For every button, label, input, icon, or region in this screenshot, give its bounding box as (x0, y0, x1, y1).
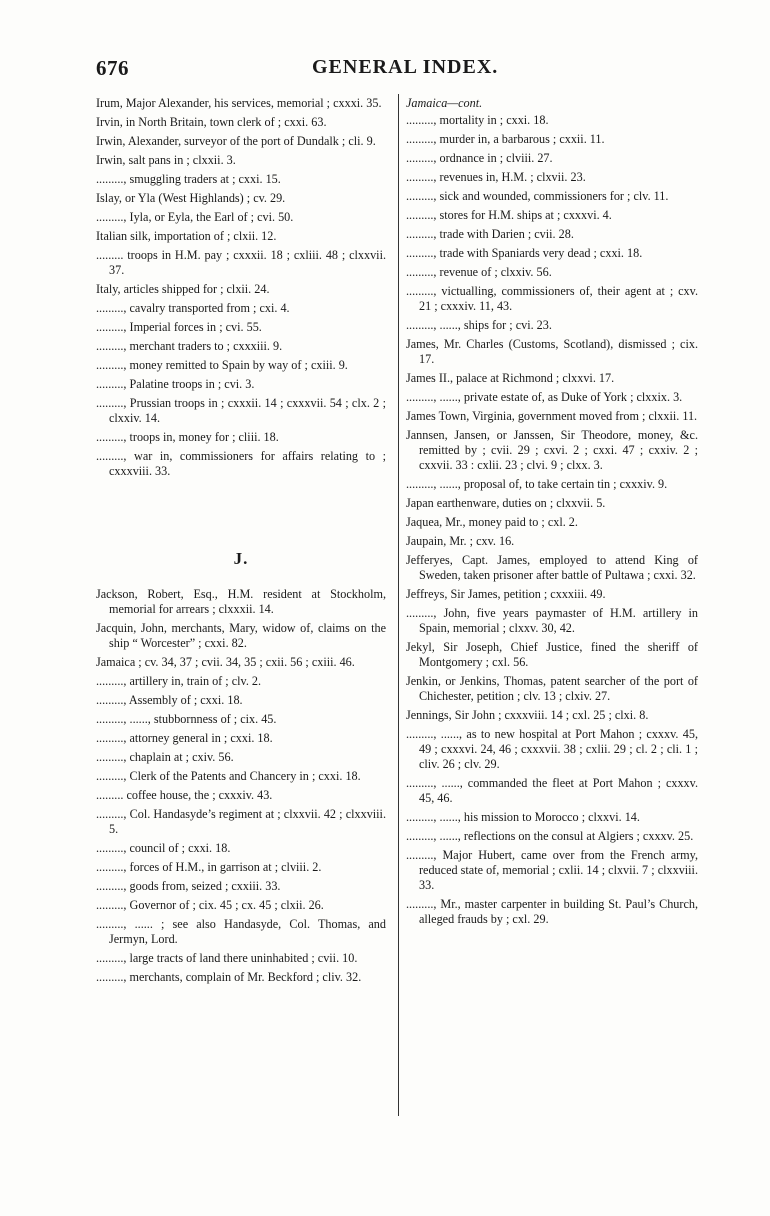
index-entry: ........., troops in, money for ; cliii. 18. (96, 430, 279, 444)
index-entry: ........., money remitted to Spain by way of ; cxiii. 9. (96, 358, 348, 372)
index-entry: James II., palace at Richmond ; clxxvi. 17. (406, 371, 615, 385)
continuation-heading (406, 96, 698, 111)
index-entry: ........., Col. Handasyde’s regiment at ; clxxvii. 42 ; clxxviii. 5. (96, 807, 386, 836)
index-entry: ........., cavalry transported from ; cxi. 4. (96, 301, 290, 315)
index-entry: Jenkin, or Jenkins, Thomas, patent searcher of the port of Chichester, petition ; clv. 13 ; clxiv. 27. (406, 674, 698, 703)
index-entry: James Town, Virginia, government moved from ; clxxii. 11. (406, 409, 698, 423)
index-entry: Jannsen, Jansen, or Janssen, Sir Theodore, money, &c. remitted by ; cvii. 29 ; cxvi. 2 ; cxxi. 47 ; cxxiv. 2 ; cxxvii. 33 : cxlii. 23 ; clvi. 9 ; clxx. 3. (406, 428, 698, 472)
index-entry: ........., revenues in, H.M. ; clxvii. 23. (406, 170, 586, 184)
index-entry: ........., revenue of ; clxxiv. 56. (406, 265, 552, 279)
left-column (96, 96, 386, 989)
index-entry: Italian silk, importation of ; clxii. 12. (96, 229, 277, 243)
index-entry: ........., Mr., master carpenter in building St. Paul’s Church, alleged frauds by ; cxl. 29. (406, 897, 698, 926)
index-entry: ........., trade with Darien ; cvii. 28. (406, 227, 574, 241)
page-number: 676 (96, 56, 129, 80)
index-entry: ........., ......, as to new hospital at Port Mahon ; cxxxv. 45, 49 ; cxxxvi. 24, 46 ; cxxxvii. 38 ; cxlii. 29 ; cl. 2 ; cli. 1 ; cliv. 26 ; clv. 29. (406, 727, 698, 771)
index-entry: ........., ordnance in ; clviii. 27. (406, 151, 553, 165)
index-entry: Jeffreys, Sir James, petition ; cxxxiii. 49. (406, 587, 606, 601)
index-entry: ........., trade with Spaniards very dead ; cxxi. 18. (406, 246, 643, 260)
index-entry: ........., ......, proposal of, to take certain tin ; cxxxiv. 9. (406, 477, 668, 491)
index-entry: Jacquin, John, merchants, Mary, widow of, claims on the ship “ Worcester” ; cxxi. 82. (96, 621, 386, 650)
index-entry: ........., goods from, seized ; cxxiii. 33. (96, 879, 281, 893)
index-entry: ........., council of ; cxxi. 18. (96, 841, 231, 855)
index-entry: ........., Governor of ; cix. 45 ; cx. 45 ; clxii. 26. (96, 898, 324, 912)
section-letter: J. (233, 549, 249, 568)
left-bottom-entries (96, 587, 386, 985)
index-entry: ........., war in, commissioners for affairs relating to ; cxxxviii. 33. (96, 449, 386, 478)
index-entry: ........., sick and wounded, commissioners for ; clv. 11. (406, 189, 669, 203)
index-entry: Islay, or Yla (West Highlands) ; cv. 29. (96, 191, 286, 205)
index-entry: ........., forces of H.M., in garrison at ; clviii. 2. (96, 860, 322, 874)
index-entry: ........., ......, commanded the fleet at Port Mahon ; cxxxv. 45, 46. (406, 776, 698, 805)
continuation-heading-text: Jamaica—cont. (406, 96, 483, 110)
page-header (96, 56, 696, 84)
index-entry: ......... troops in H.M. pay ; cxxxii. 18 ; cxliii. 48 ; clxxvii. 37. (96, 248, 386, 277)
index-entry: Irwin, salt pans in ; clxxii. 3. (96, 153, 236, 167)
running-title: GENERAL INDEX. (312, 56, 499, 78)
index-entry: ........., ......, his mission to Morocco ; clxxvi. 14. (406, 810, 640, 824)
index-entry: ........., merchants, complain of Mr. Beckford ; cliv. 32. (96, 970, 362, 984)
index-entry: Jaquea, Mr., money paid to ; cxl. 2. (406, 515, 578, 529)
index-entry: ........., ......, ships for ; cvi. 23. (406, 318, 552, 332)
index-entry: Japan earthenware, duties on ; clxxvii. 5. (406, 496, 606, 510)
index-entry: Jefferyes, Capt. James, employed to attend King of Sweden, taken prisoner after battle of Pultawa ; cxxi. 32. (406, 553, 698, 582)
index-entry: Jackson, Robert, Esq., H.M. resident at Stockholm, memorial for arrears ; clxxxii. 14. (96, 587, 386, 616)
index-entry: Jaupain, Mr. ; cxv. 16. (406, 534, 515, 548)
index-entry: ........., Prussian troops in ; cxxxii. 14 ; cxxxvii. 54 ; clx. 2 ; clxxiv. 14. (96, 396, 386, 425)
index-entry: ........., merchant traders to ; cxxxiii. 9. (96, 339, 283, 353)
index-entry: ........., murder in, a barbarous ; cxxii. 11. (406, 132, 605, 146)
index-entry: ........., Palatine troops in ; cvi. 3. (96, 377, 255, 391)
index-entry: James, Mr. Charles (Customs, Scotland), dismissed ; cix. 17. (406, 337, 698, 366)
index-entry: ........., chaplain at ; cxiv. 56. (96, 750, 234, 764)
index-entry: ........., John, five years paymaster of H.M. artillery in Spain, memorial ; clxxv. 30, 42. (406, 606, 698, 635)
index-entry: ........., artillery in, train of ; clv. 2. (96, 674, 262, 688)
index-entry: ........., stores for H.M. ships at ; cxxxvi. 4. (406, 208, 612, 222)
index-entry: ........., attorney general in ; cxxi. 18. (96, 731, 273, 745)
right-column (406, 96, 698, 931)
index-entry: Jennings, Sir John ; cxxxviii. 14 ; cxl. 25 ; clxi. 8. (406, 708, 649, 722)
index-entry: Irwin, Alexander, surveyor of the port of Dundalk ; cli. 9. (96, 134, 376, 148)
index-entry: ........., mortality in ; cxxi. 18. (406, 113, 549, 127)
index-entry: Irum, Major Alexander, his services, memorial ; cxxxi. 35. (96, 96, 382, 110)
index-entry: ........., Imperial forces in ; cvi. 55. (96, 320, 262, 334)
index-entry: ........., ......, stubbornness of ; cix. 45. (96, 712, 277, 726)
index-entry: ........., victualling, commissioners of, their agent at ; cxv. 21 ; cxxxiv. 11, 43. (406, 284, 698, 313)
index-entry: ........., large tracts of land there uninhabited ; cvii. 10. (96, 951, 358, 965)
index-entry: ........., Major Hubert, came over from the French army, reduced state of, memorial ; cxlii. 14 ; clxvii. 7 ; clxxviii. 33. (406, 848, 698, 892)
index-entry: Irvin, in North Britain, town clerk of ; cxxi. 63. (96, 115, 327, 129)
index-entry: Jekyl, Sir Joseph, Chief Justice, fined the sheriff of Montgomery ; cxl. 56. (406, 640, 698, 669)
index-entry: ........., ......, reflections on the consul at Algiers ; cxxxv. 25. (406, 829, 694, 843)
column-divider (398, 94, 399, 1116)
index-entry: ........., smuggling traders at ; cxxi. 15. (96, 172, 281, 186)
index-entry: Jamaica ; cv. 34, 37 ; cvii. 34, 35 ; cxii. 56 ; cxiii. 46. (96, 655, 355, 669)
index-entry: ......... coffee house, the ; cxxxiv. 43. (96, 788, 273, 802)
index-entry: Italy, articles shipped for ; clxii. 24. (96, 282, 270, 296)
left-top-entries (96, 96, 386, 479)
index-entry: ........., ...... ; see also Handasyde, Col. Thomas, and Jermyn, Lord. (96, 917, 386, 946)
right-entries (406, 113, 698, 927)
index-entry: ........., ......, private estate of, as Duke of York ; clxxix. 3. (406, 390, 683, 404)
index-entry: ........., Assembly of ; cxxi. 18. (96, 693, 243, 707)
index-entry: ........., Iyla, or Eyla, the Earl of ; cvi. 50. (96, 210, 294, 224)
index-entry: ........., Clerk of the Patents and Chancery in ; cxxi. 18. (96, 769, 361, 783)
